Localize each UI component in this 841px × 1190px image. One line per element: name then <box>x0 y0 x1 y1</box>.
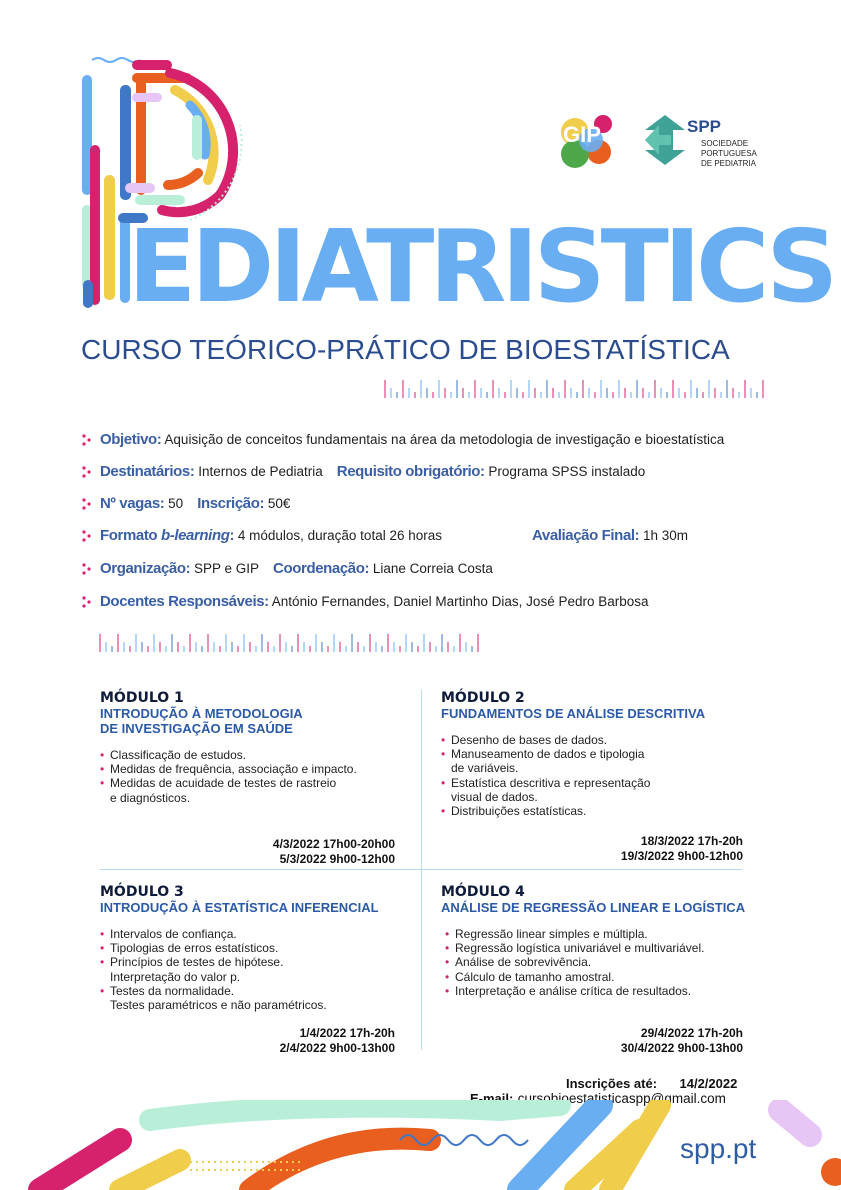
topic-text: Regressão logística univariável e multivariável. <box>455 941 705 956</box>
inscricao-label: Inscrição: <box>197 495 265 512</box>
spp-line2: PORTUGUESA <box>701 149 757 158</box>
gip-logo <box>555 112 617 170</box>
module-heading: MÓDULO 1 <box>100 690 184 706</box>
bullet-dots-icon <box>82 563 94 575</box>
bullet-dots-icon <box>82 530 94 542</box>
tick-divider-middle <box>98 632 483 656</box>
info-organizacao <box>82 557 802 581</box>
list-item <box>445 927 771 941</box>
module-title-line1: ANÁLISE DE REGRESSÃO LINEAR E LOGÍSTICA <box>441 900 746 915</box>
module-2-dates <box>545 834 743 864</box>
inscricao-value: 50€ <box>267 496 291 511</box>
module-title-line1: INTRODUÇÃO À METODOLOGIA <box>100 706 303 721</box>
topic-text: Interpretação e análise crítica de resultados. <box>455 983 692 998</box>
topic-text: Princípios de testes de hipótese. <box>110 955 284 970</box>
module-divider-vertical <box>421 690 422 1050</box>
email-label: E-mail: <box>470 1091 514 1106</box>
topic-text: Testes da normalidade. <box>110 983 235 998</box>
bullet-dots-icon <box>82 596 94 608</box>
module-topics <box>441 733 761 818</box>
bullet-dots-icon <box>82 498 94 510</box>
info-objetivo <box>82 428 802 452</box>
spp-line3: DE PEDIATRIA <box>701 159 756 168</box>
topic-text: visual de dados. <box>451 789 538 804</box>
list-item <box>100 984 415 1012</box>
spp-name: SPP <box>687 117 722 136</box>
bullet-dots-icon <box>82 466 94 478</box>
module-4-dates <box>545 1026 743 1056</box>
topic-text: Estatística descritiva e representação <box>451 775 651 790</box>
requisito-label: Requisito obrigatório: <box>336 463 485 480</box>
list-item <box>445 970 771 984</box>
gip-logo-text: GIP <box>563 122 601 147</box>
date-line: 29/4/2022 17h-20h <box>640 1026 743 1040</box>
inscricoes-date: 14/2/2022 <box>679 1076 738 1091</box>
page-subtitle: CURSO TEÓRICO-PRÁTICO DE BIOESTATÍSTICA <box>81 334 730 365</box>
date-line: 4/3/2022 17h00-20h00 <box>272 837 395 851</box>
topic-text: Testes paramétricos e não paramétricos. <box>110 998 327 1013</box>
objetivo-value: Aquisição de conceitos fundamentais na área da metodologia de investigação e bioestatística <box>164 432 725 447</box>
date-line: 1/4/2022 17h-20h <box>299 1026 395 1040</box>
topic-text: Tipologias de erros estatísticos. <box>110 941 279 956</box>
list-item <box>441 804 761 818</box>
destinatarios-label: Destinatários: <box>100 463 195 480</box>
website-link[interactable]: spp.pt <box>680 1133 757 1164</box>
organizacao-value: SPP e GIP <box>194 561 260 576</box>
module-2 <box>441 690 761 818</box>
docentes-value: António Fernandes, Daniel Martinho Dias, José Pedro Barbosa <box>271 594 649 609</box>
spp-line1: SOCIEDADE <box>701 139 749 148</box>
spp-logo <box>645 115 765 175</box>
topic-text: Manuseamento de dados e tipologia <box>451 747 645 762</box>
info-destinatarios <box>82 460 802 484</box>
organizacao-label: Organização: <box>100 560 191 577</box>
inscricoes-label: Inscrições até: <box>566 1076 658 1091</box>
list-item <box>445 955 771 969</box>
info-docentes <box>82 590 802 614</box>
destinatarios-value: Internos de Pediatria <box>198 464 323 479</box>
list-item <box>100 941 415 955</box>
topic-text: Distribuições estatísticas. <box>451 804 587 819</box>
module-topics <box>100 927 415 1012</box>
formato-value: 4 módulos, duração total 26 horas <box>237 528 442 543</box>
list-item <box>100 776 405 804</box>
docentes-label: Docentes Responsáveis: <box>100 593 269 610</box>
tick-divider-top <box>383 378 768 402</box>
coordenacao-value: Liane Correia Costa <box>372 561 493 576</box>
module-1 <box>100 690 405 805</box>
requisito-value: Programa SPSS instalado <box>488 464 646 479</box>
topic-text: Análise de sobrevivência. <box>455 955 592 970</box>
topic-text: Desenho de bases de dados. <box>451 733 608 747</box>
avaliacao-label: Avaliação Final: <box>532 527 640 544</box>
list-item <box>445 941 771 955</box>
list-item <box>100 955 415 983</box>
list-item <box>100 762 405 776</box>
topic-text: Classificação de estudos. <box>110 748 247 762</box>
formato-label-italic: b-learning <box>160 527 230 544</box>
info-formato <box>82 524 802 548</box>
module-title-line1: INTRODUÇÃO À ESTATÍSTICA INFERENCIAL <box>100 900 379 915</box>
bullet-dots-icon <box>82 434 94 446</box>
coordenacao-label: Coordenação: <box>273 560 370 577</box>
email-link[interactable]: cursobioestatisticaspp@gmail.com <box>517 1091 726 1106</box>
page-title: EDIATRISTICS <box>128 208 834 325</box>
formato-label <box>100 527 234 544</box>
date-line: 2/4/2022 9h00-13h00 <box>279 1041 395 1055</box>
formato-label-end: : <box>229 527 235 544</box>
module-3-dates <box>200 1026 395 1056</box>
module-title-line2: DE INVESTIGAÇÃO EM SAÚDE <box>100 721 293 736</box>
topic-text: Regressão linear simples e múltipla. <box>455 927 648 941</box>
list-item <box>100 927 415 941</box>
module-heading: MÓDULO 4 <box>441 884 525 900</box>
module-topics <box>100 748 405 805</box>
module-1-dates <box>200 837 395 867</box>
module-heading: MÓDULO 2 <box>441 690 525 706</box>
spp-arrows-icon <box>645 115 685 165</box>
topic-text: Medidas de acuidade de testes de rastreio <box>110 776 337 791</box>
date-line: 18/3/2022 17h-20h <box>640 834 743 848</box>
info-vagas <box>82 492 802 516</box>
vagas-label: Nº vagas: <box>100 495 165 512</box>
date-line: 30/4/2022 9h00-13h00 <box>620 1041 743 1055</box>
module-3 <box>100 884 415 1012</box>
topic-text: de variáveis. <box>451 761 519 776</box>
list-item <box>445 984 771 998</box>
objetivo-label: Objetivo: <box>100 431 162 448</box>
module-title-line1: FUNDAMENTOS DE ANÁLISE DESCRITIVA <box>441 706 706 721</box>
topic-text: Intervalos de confiança. <box>110 927 237 941</box>
list-item <box>441 733 761 747</box>
date-line: 19/3/2022 9h00-12h00 <box>620 849 743 863</box>
list-item <box>441 747 761 775</box>
date-line: 5/3/2022 9h00-12h00 <box>279 852 395 866</box>
module-divider-horizontal <box>100 869 742 870</box>
avaliacao-value: 1h 30m <box>643 528 689 543</box>
list-item <box>100 748 405 762</box>
topic-text: e diagnósticos. <box>110 790 191 805</box>
module-topics <box>445 927 771 998</box>
topic-text: Interpretação do valor p. <box>110 969 241 984</box>
module-heading: MÓDULO 3 <box>100 884 184 900</box>
topic-text: Cálculo de tamanho amostral. <box>455 969 615 984</box>
formato-label-text: Formato <box>100 527 161 544</box>
topic-text: Medidas de frequência, associação e impacto. <box>110 762 357 777</box>
module-4 <box>441 884 771 998</box>
vagas-value: 50 <box>168 496 184 511</box>
list-item <box>441 776 761 804</box>
